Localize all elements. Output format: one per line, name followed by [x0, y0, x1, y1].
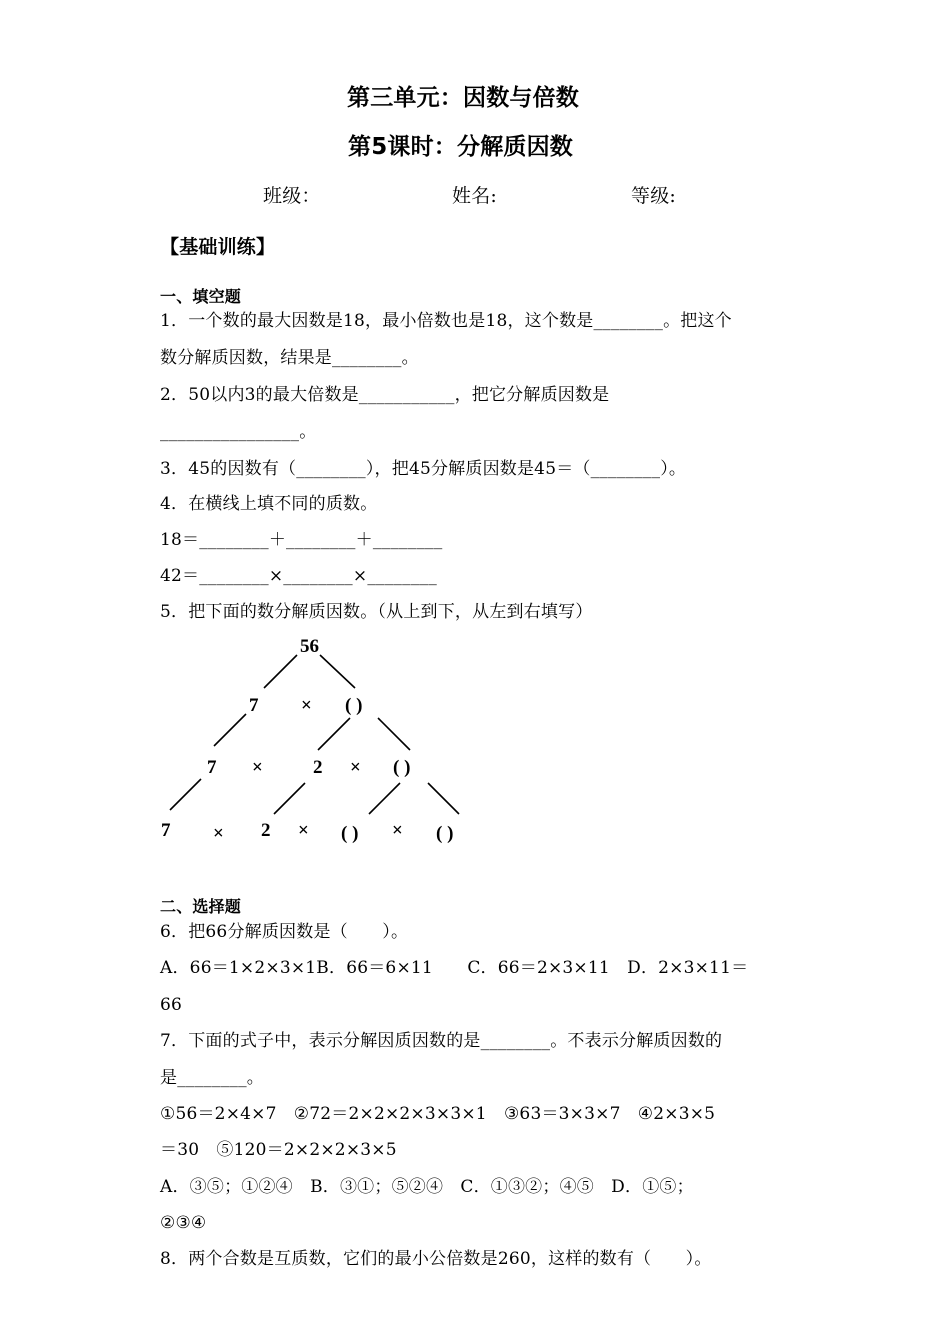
question-6-options: A．66＝1×2×3×1B．66＝6×11 C．66＝2×3×11 D．2×3×11＝ — [160, 958, 749, 978]
question-7-items-1: ①56＝2×4×7 ②72＝2×2×2×3×3×1 ③63＝3×3×7 ④2×3×5 — [160, 1104, 716, 1124]
tree-r2-blank: ( ) — [393, 757, 411, 778]
tree-branch — [378, 718, 410, 750]
question-7-items-2: ＝30 ⑤120＝2×2×2×3×5 — [160, 1140, 397, 1160]
page-title: 第三单元：因数与倍数 — [347, 85, 579, 111]
tree-root: 56 — [300, 636, 319, 657]
name-label: 姓名: — [452, 185, 498, 207]
tree-r2-times1: × — [252, 757, 263, 778]
tree-branch — [214, 714, 246, 746]
tree-r2-mid: 2 — [313, 757, 323, 778]
tree-r2-left: 7 — [207, 757, 217, 778]
lesson-title: 第5课时：分解质因数 — [348, 134, 574, 160]
tree-branch — [170, 779, 201, 810]
tree-branch — [274, 783, 305, 814]
question-3: 3．45的因数有（________），把45分解质因数是45＝（________）。 — [160, 459, 687, 479]
tree-r3-times3: × — [392, 820, 403, 841]
tree-r3-blank1: ( ) — [341, 823, 359, 844]
question-6: 6．把66分解质因数是（ ）。 — [160, 922, 409, 942]
question-7-options-1: A．③⑤；①②④ B．③①；⑤②④ C．①③②；④⑤ D．①⑤； — [160, 1177, 694, 1197]
tree-r3-times1: × — [213, 823, 224, 844]
section-basic-training: 【基础训练】 — [160, 236, 276, 258]
question-8: 8．两个合数是互质数，它们的最小公倍数是260，这样的数有（ ）。 — [160, 1249, 712, 1269]
tree-branch — [318, 718, 350, 750]
tree-branch — [320, 655, 355, 688]
fill-blank-heading: 一、填空题 — [160, 287, 242, 306]
tree-r1-times: × — [301, 695, 312, 716]
tree-r1-blank: ( ) — [345, 695, 363, 716]
tree-branch — [428, 783, 459, 814]
tree-branch — [369, 783, 400, 814]
class-label: 班级： — [263, 185, 321, 207]
question-4: 4．在横线上填不同的质数。 — [160, 494, 378, 514]
tree-r3-times2: × — [298, 820, 309, 841]
question-1-line-1: 1．一个数的最大因数是18，最小倍数也是18，这个数是________。把这个 — [160, 311, 732, 331]
question-2-line-1: 2．50以内3的最大倍数是___________，把它分解质因数是 — [160, 385, 610, 405]
tree-r1-left: 7 — [249, 695, 259, 716]
question-7-line-1: 7．下面的式子中，表示分解因质因数的是________。不表示分解质因数的 — [160, 1031, 723, 1051]
tree-r3-a: 7 — [161, 820, 171, 841]
question-7-line-2: 是________。 — [160, 1068, 264, 1088]
question-1-line-2: 数分解质因数，结果是________。 — [160, 348, 419, 368]
tree-branch — [264, 655, 297, 688]
tree-r3-b: 2 — [261, 820, 271, 841]
question-4-sum: 18＝________＋________＋________ — [160, 530, 443, 550]
question-6-options-cont: 66 — [160, 995, 183, 1015]
question-2-line-2: ________________。 — [160, 422, 317, 442]
tree-r3-blank2: ( ) — [436, 823, 454, 844]
question-4-product: 42＝________×________×________ — [160, 566, 437, 586]
question-5: 5．把下面的数分解质因数。（从上到下，从左到右填写） — [160, 602, 593, 622]
choice-heading: 二、选择题 — [160, 897, 242, 916]
grade-label: 等级: — [631, 185, 677, 207]
question-7-options-2: ②③④ — [160, 1213, 207, 1233]
tree-r2-times2: × — [350, 757, 361, 778]
